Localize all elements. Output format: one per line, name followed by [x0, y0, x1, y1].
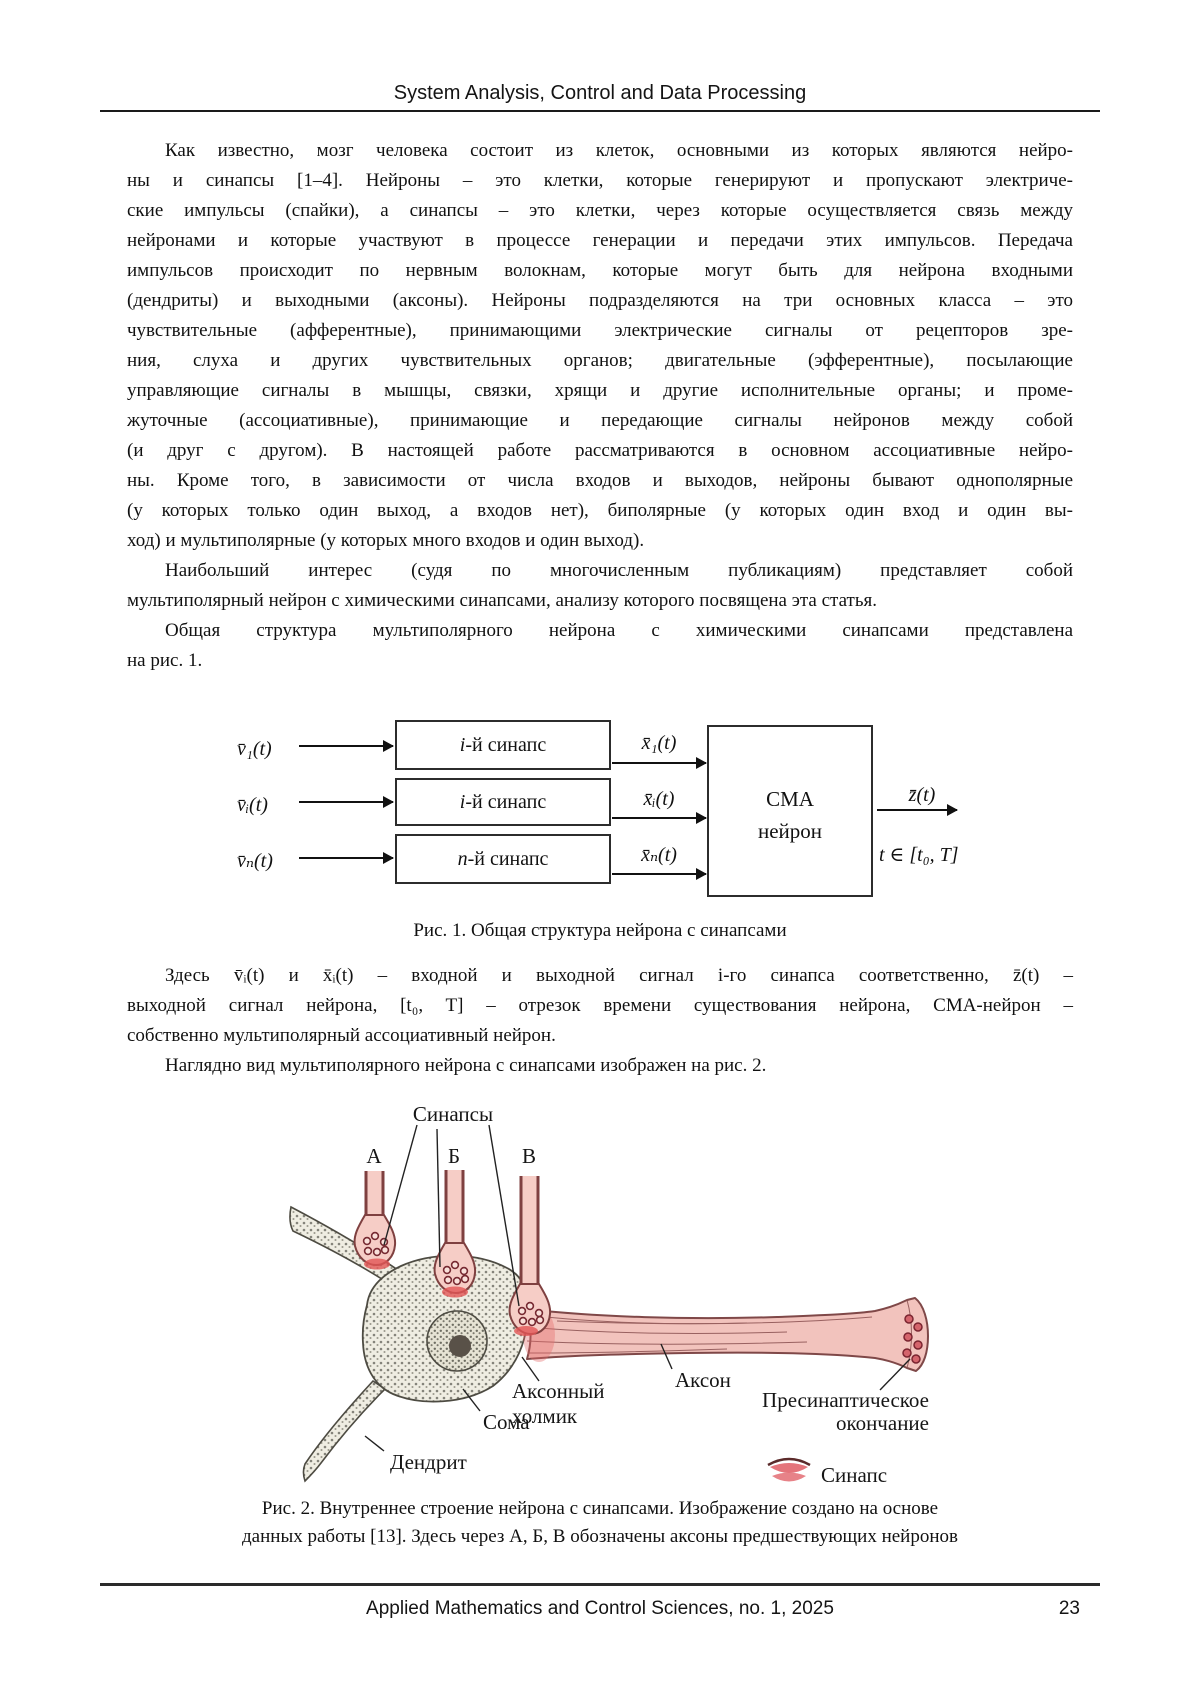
paragraph-4 [127, 961, 1073, 1051]
text-line: импульсов происходит по нервным волокнам, которые могут быть для нейрона входными [127, 260, 1073, 281]
paragraph-3 [127, 616, 1073, 676]
footer-rule [100, 1583, 1100, 1586]
figure-2-caption-line1: Рис. 2. Внутреннее строение нейрона с синапсами. Изображение создано на основе [261, 1498, 939, 1519]
page-number: 23 [1058, 1598, 1080, 1619]
output-signal-label-n: x̄ₙ(t) [641, 844, 677, 866]
synapse-output-arrow-1 [612, 762, 706, 764]
soma-label: Сома [483, 1410, 530, 1434]
input-arrow-1 [299, 745, 393, 747]
paragraph-2 [127, 556, 1073, 616]
time-interval-label: t ∈ [t₀, T] [879, 844, 959, 866]
text-line: выходной сигнал нейрона, [t₀, T] – отрезок времени существования нейрона, СМА-нейрон – [127, 995, 1073, 1016]
footer-journal-info: Applied Mathematics and Control Sciences, no. 1, 2025 [366, 1598, 834, 1619]
paragraph-5 [127, 1051, 1073, 1081]
text-line: Как известно, мозг человека состоит из клеток, основными из которых являются нейро- [165, 140, 1073, 161]
input-arrow-n [299, 857, 393, 859]
neuron-output-label: z̄(t) [908, 784, 936, 806]
presynaptic-label-line2: окончание [835, 1411, 929, 1435]
figure-1-caption: Рис. 1. Общая структура нейрона с синапсами [413, 920, 787, 941]
synapse-box-n: n-й синапс [395, 834, 611, 884]
synapse-terminal-b [435, 1170, 476, 1298]
text-line: ход) и мультиполярные (у которых много входов и один выход). [127, 530, 645, 551]
axon-shape [525, 1298, 928, 1371]
cma-neuron-box-line1: СМА [766, 787, 814, 811]
axon-label: Аксон [675, 1368, 731, 1392]
text-line: (у которых только один выход, а входов нет), биполярные (у которых один вход и один вы- [127, 500, 1073, 521]
synapse-legend-icon [768, 1459, 810, 1485]
nucleolus-shape [449, 1335, 471, 1357]
cma-neuron-box [707, 725, 873, 897]
axon-b-label: Б [447, 1144, 461, 1168]
input-signal-label-1: v̄₁(t) [237, 738, 272, 760]
presynaptic-label-line1: Пресинаптическое [762, 1388, 929, 1412]
dendrite-lower-shape [304, 1381, 386, 1481]
text-line: ны. Кроме того, в зависимости от числа входов и выходов, нейроны бывают однополярные [127, 470, 1073, 491]
text-line: чувствительные (афферентные), принимающими электрические сигналы от рецепторов зре- [127, 320, 1073, 341]
output-signal-label-i: x̄ᵢ(t) [643, 788, 675, 810]
text-line: собственно мультиполярный ассоциативный нейрон. [127, 1025, 556, 1046]
text-line: Наибольший интерес (судя по многочисленным публикациям) представляет собой [165, 560, 1073, 581]
text-line: Общая структура мультиполярного нейрона с химическими синапсами представлена [165, 620, 1073, 641]
figure-1-diagram [127, 698, 1073, 903]
leader-synapses-b [437, 1129, 440, 1267]
leader-synapses-a [384, 1125, 417, 1245]
synapse-output-arrow-i [612, 817, 706, 819]
figure-2-caption [127, 1495, 1073, 1551]
output-signal-label-1: x̄₁(t) [641, 732, 677, 754]
text-line: жуточные (ассоциативные), принимающие и передающие сигналы нейронов между собой [127, 410, 1073, 431]
synapse-legend-label: Синапс [821, 1463, 888, 1485]
paragraph-1 [127, 136, 1073, 556]
synapse-box-i: i-й синапс [395, 778, 611, 826]
dendrite-label: Дендрит [390, 1450, 467, 1474]
running-head: System Analysis, Control and Data Processing [393, 82, 807, 104]
synapse-output-arrow-n [612, 873, 706, 875]
text-line: (дендриты) и выходными (аксоны). Нейроны подразделяются на три основных класса – это [127, 290, 1073, 311]
cma-neuron-box-line2: нейрон [757, 819, 823, 843]
text-line: мультиполярный нейрон с химическими синапсами, анализу которого посвящена эта статья. [127, 590, 877, 611]
text-line: управляющие сигналы в мышцы, связки, хрящи и другие исполнительные органы; и проме- [127, 380, 1073, 401]
axon-a-label: А [366, 1144, 382, 1168]
text-line: ния, слуха и других чувствительных органов; двигательные (эфферентные), посылающие [127, 350, 1073, 371]
text-line: на рис. 1. [127, 650, 203, 671]
text-line: ны и синапсы [1–4]. Нейроны – это клетки, которые генерируют и пропускают электриче- [127, 170, 1073, 191]
input-arrow-i [299, 801, 393, 803]
input-signal-label-n: v̄ₙ(t) [237, 850, 273, 872]
header-rule [100, 110, 1100, 112]
leader-dendrite [365, 1436, 384, 1451]
synapses-label: Синапсы [412, 1102, 494, 1126]
neuron-output-arrow [877, 809, 957, 811]
text-line: Здесь v̄ᵢ(t) и x̄ᵢ(t) – входной и выходной сигнал i-го синапса соответственно, z̄(t) – [165, 965, 1073, 986]
text-line: нейронами и которые участвуют в процессе генерации и передачи этих импульсов. Передача [127, 230, 1073, 251]
synapse-box-1: i-й синапс [395, 720, 611, 770]
axon-v-label: В [521, 1144, 537, 1168]
text-line: Наглядно вид мультиполярного нейрона с синапсами изображен на рис. 2. [165, 1055, 767, 1076]
axon-hillock-label-line2: холмик [512, 1404, 578, 1428]
text-line: (и друг с другом). В настоящей работе рассматриваются в основном ассоциативные нейро- [127, 440, 1073, 461]
axon-hillock-label-line1: Аксонный [512, 1379, 605, 1403]
synapse-terminal-a [355, 1171, 396, 1270]
figure-2-caption-line2: данных работы [13]. Здесь через А, Б, В обозначены аксоны предшествующих нейронов [242, 1526, 958, 1547]
synapse-terminal-v [510, 1176, 551, 1336]
input-signal-label-i: v̄ᵢ(t) [237, 794, 268, 816]
figure-2-illustration [127, 1095, 1073, 1485]
text-line: ские импульсы (спайки), а синапсы – это клетки, через которые осуществляется связь между [127, 200, 1073, 221]
page-body [127, 136, 1073, 1551]
